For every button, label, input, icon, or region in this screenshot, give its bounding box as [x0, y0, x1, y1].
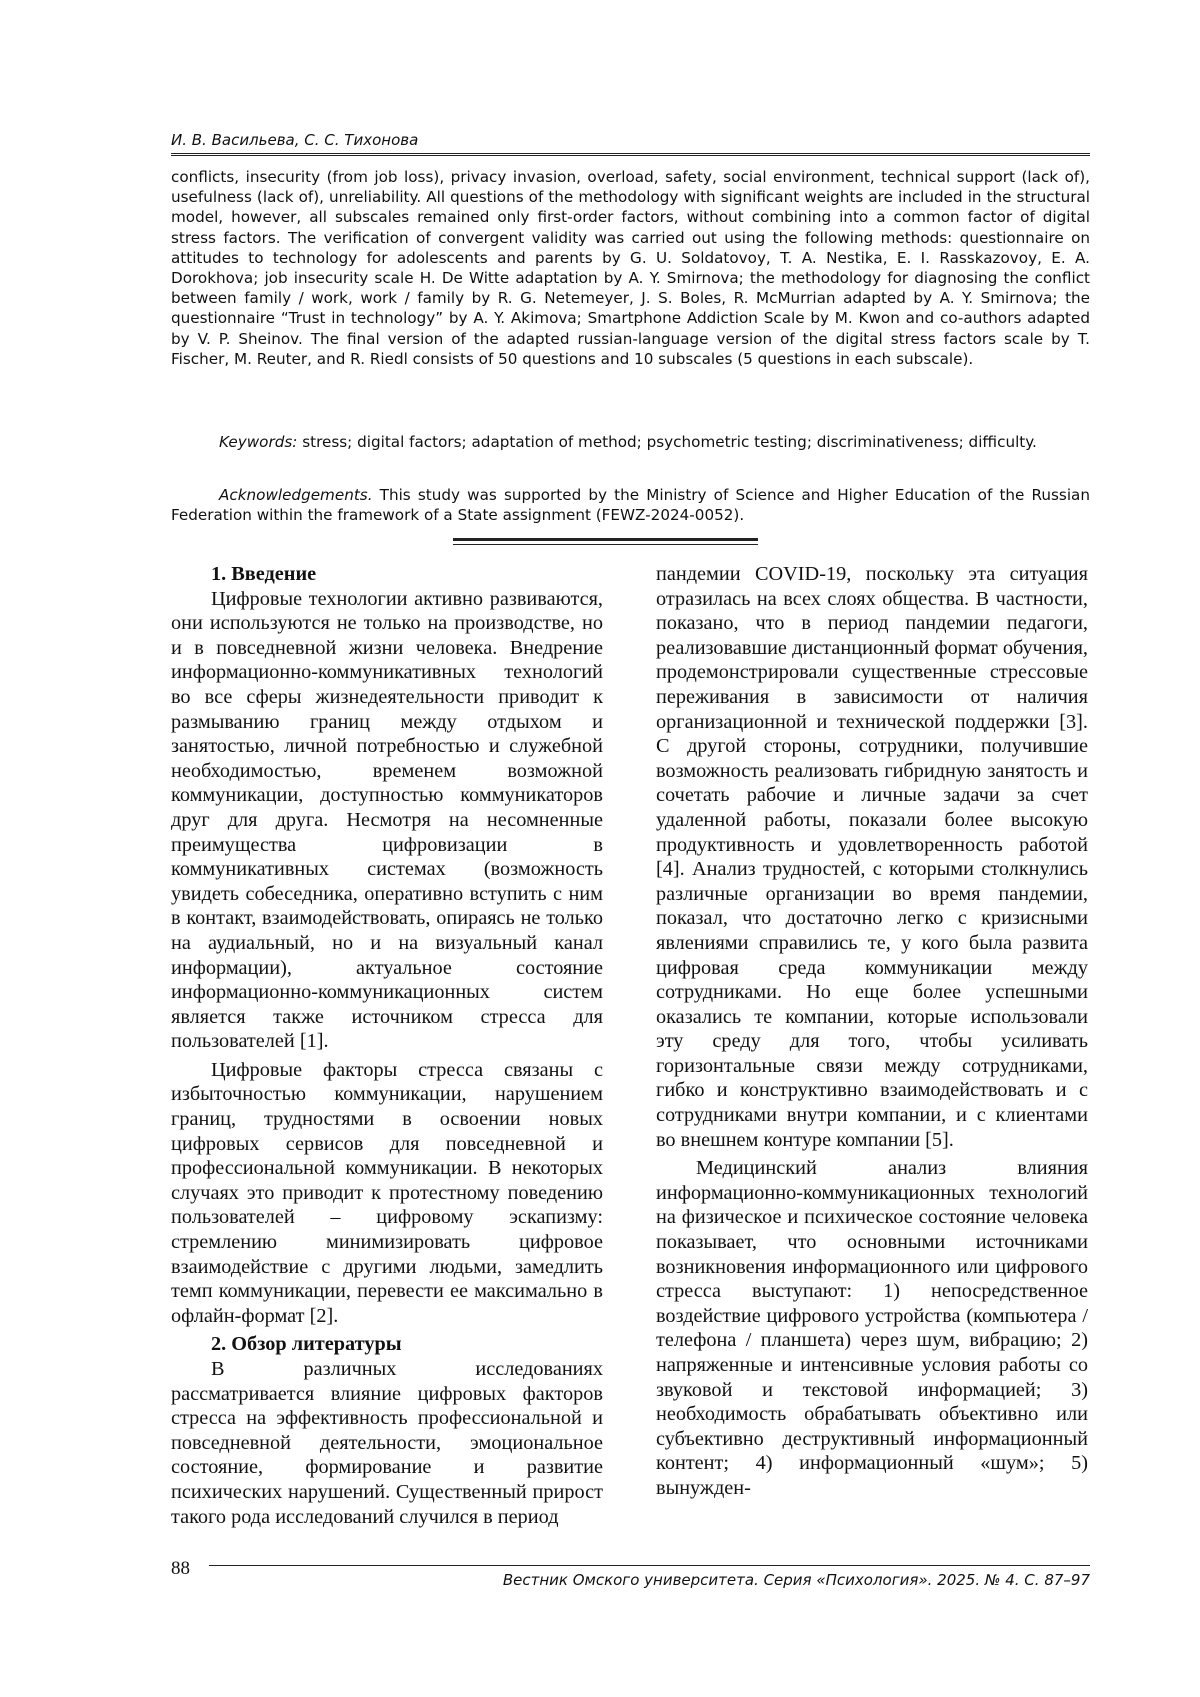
section-heading-literature-review: 2. Обзор литературы — [211, 1333, 402, 1356]
body-paragraph: Медицинский анализ влияния информационно-коммуникационных технологий на физическое и психическое состояние человека показывает, что основными источниками возникновения информационного или цифрового стресса выступают: 1) непосредственное воздействие цифрового устройства (компьютера / телефона / планшета) через шум, вибрацию; 2) напряженные и интенсивные условия работы со звуковой и текстовой информацией; 3) необходимость обрабатывать объективно или субъективно деструктивный информационный контент; 4) информационный «шум»; 5) вынужден- — [656, 1157, 1088, 1499]
acknowledgements-text: This study was supported by the Ministry of Science and Higher Education of the Russian Federation within the framework of a State assignment (FEWZ-2024-0052). — [171, 486, 1090, 525]
body-paragraph: Цифровые технологии активно развиваются, они используются не только на производстве, но и в повседневной жизни человека. Внедрение информационно-коммуникативных технологий во все сферы жизнедеятельности приводит к размыванию границ между отдыхом и занятостью, личной потребностью и служебной необходимостью, временем возможной коммуникации, доступностью коммуникаторов друг для друга. Несмотря на несомненные преимущества цифровизации в коммуникативных системах (возможность увидеть собеседника, оперативно вступить с ним в контакт, взаимодействовать, опираясь не только на аудиальный, но и на визуальный канал информации), актуальное состояние информационно-коммуникационных систем является также источником стресса для пользователей [1]. — [171, 587, 603, 1053]
section-separator — [453, 538, 758, 545]
acknowledgements-label: Acknowledgements. — [219, 486, 373, 504]
keywords-text: stress; digital factors; adaptation of method; psychometric testing; discriminativeness; difficulty. — [297, 433, 1037, 451]
left-column — [171, 562, 603, 1533]
journal-citation: Вестник Омского университета. Серия «Психология». 2025. № 4. С. 87–97 — [502, 1571, 1090, 1589]
abstract-text: conflicts, insecurity (from job loss), privacy invasion, overload, safety, social environment, technical support (lack of), usefulness (lack of), unreliability. All questions of the methodology with significant weights are included in the structural model, however, all subscales remained only first-order factors, without combining into a common factor of digital stress factors. The verification of convergent validity was carried out using the following methods: questionnaire on attitudes to technology for adolescents and parents by G. U. Soldatovoy, T. A. Nestika, E. I. Rasskazovoy, E. A. Dorokhova; job insecurity scale H. De Witte adaptation by A. Y. Smirnova; the methodology for diagnosing the conflict between family / work, work / family by R. G. Netemeyer, J. S. Boles, R. McMurrian adapted by A. Y. Smirnova; the questionnaire “Trust in technology” by A. Y. Akimova; Smartphone Addiction Scale by M. Kwon and co-authors adapted by V. P. Sheinov. The final version of the adapted russian-language version of the digital stress factors scale by T. Fischer, M. Reuter, and R. Riedl consists of 50 questions and 10 subscales (5 questions in each subscale). — [171, 168, 1090, 368]
keywords-paragraph — [171, 432, 1090, 452]
body-paragraph: Цифровые факторы стресса связаны с избыточностью коммуникации, нарушением границ, трудностями в освоении новых цифровых сервисов для повседневной и профессиональной коммуникации. В некоторых случаях это приводит к протестному поведению пользователей – цифровому эскапизму: стремлению минимизировать цифровое взаимодействие с другими людьми, замедлить темп коммуникации, перевести ее максимально в офлайн-формат [2]. — [171, 1058, 603, 1327]
body-paragraph: пандемии COVID-19, поскольку эта ситуация отразилась на всех слоях общества. В частности, показано, что в период пандемии педагоги, реализовавшие дистанционный формат обучения, продемонстрировали существенные стрессовые переживания в зависимости от наличия организационной и технической поддержки [3]. С другой стороны, сотрудники, получившие возможность реализовать гибридную занятость и сочетать рабочие и личные задачи за счет удаленной работы, показали более высокую продуктивность и удовлетворенность работой [4]. Анализ трудностей, с которыми столкнулись различные организации во время пандемии, показал, что достаточно легко с кризисными явлениями справились те, у кого была развита цифровая среда коммуникации между сотрудниками. Но еще более успешными оказались те компании, которые использовали эту среду для того, чтобы усиливать горизонтальные связи между сотрудниками, гибко и конструктивно взаимодействовать и с сотрудниками внутри компании, и с клиентами во внешнем контуре компании [5]. — [656, 563, 1088, 1151]
footer-rule — [209, 1565, 1090, 1566]
body-paragraph: В различных исследованиях рассматривается влияние цифровых факторов стресса на эффективность профессиональной и повседневной деятельности, эмоциональное состояние, формирование и развитие психических нарушений. Существенный прирост такого рода исследований случился в период — [171, 1358, 603, 1528]
section-heading-introduction: 1. Введение — [211, 563, 317, 585]
right-column — [656, 562, 1088, 1505]
running-head-authors: И. В. Васильева, С. С. Тихонова — [171, 130, 1090, 156]
acknowledgements-paragraph — [171, 485, 1090, 525]
page-number: 88 — [171, 1558, 190, 1579]
keywords-label: Keywords: — [219, 433, 298, 451]
